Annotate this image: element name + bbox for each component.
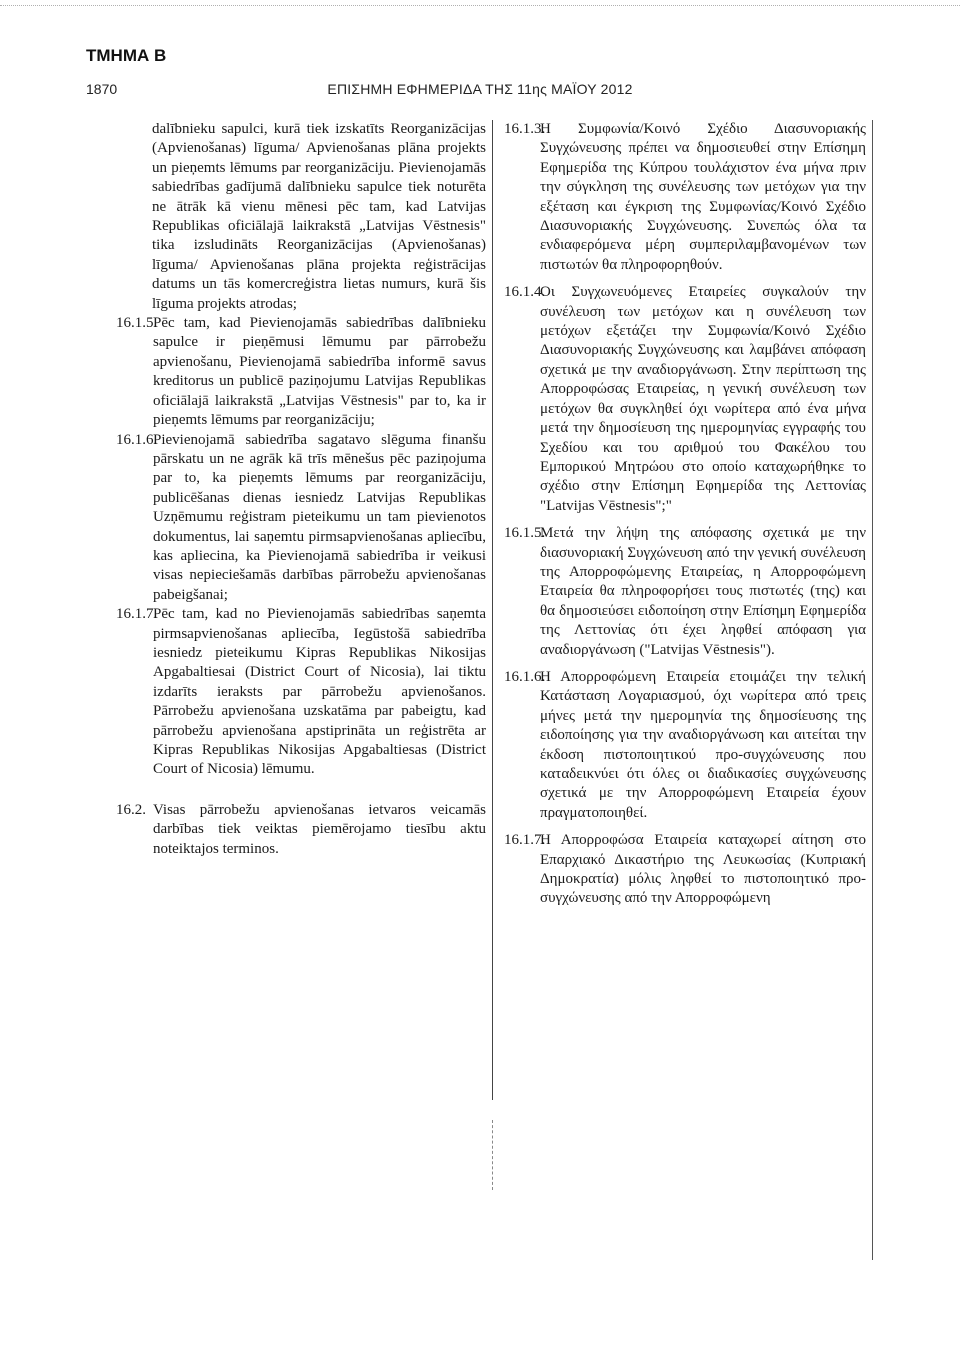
clause-text: Η Απορροφώμενη Εταιρεία ετοιμάζει την τελική Κατάσταση Λογαριασμού, όχι νωρίτερα από τρεις μήνες μετά την ημερομηνία της δημοσίευσης της ειδοποίησης για την αναδιοργάνωση και αιτείται την έκδοση πιστοποιητικού προ-συγχώνευσης που καταδεικνύει ότι όλες οι διαδικασίες συγχώνευσης σχετικά με την Απορροφώμενη Εταιρεία έχουν πραγματοποιηθεί. — [540, 668, 866, 821]
paragraph-continuation: dalībnieku sapulci, kurā tiek izskatīts Reorganizācijas (Apvienošanas) līguma/ Apvienošanas plāna projekts un pieņemts lēmums par reorganizāciju. Pievienojamās sabiedrības gadījumā dalībnieku sapulce tiek noturēta ne ātrāk kā vienu mēnesi pēc tam, kad Latvijas Republikas oficiālajā laikrakstā „Latvijas Vēstnesis" tika izsludināts Reorganizācijas (Apvienošanas) līguma/ Apvienošanas plāna projekta reģistrācijas datums un tās komercreģistra lietas numurs, kurā šis līguma projekts atrodas; — [152, 121, 486, 312]
latvian-column — [116, 120, 486, 859]
page-title: ΕΠΙΣΗΜΗ ΕΦΗΜΕΡΙΔΑ ΤΗΣ 11ης ΜΑΪΟΥ 2012 — [327, 81, 633, 97]
clause-number: 16.1.3. — [504, 121, 546, 137]
column-divider-lower — [492, 1120, 493, 1190]
clause-text: Visas pārrobežu apvienošanas ietvaros veicamās darbības tiek veiktas piemērojamo tiesību aktu noteiktajos terminos. — [153, 801, 486, 857]
clause-16-1-5-el — [504, 524, 866, 660]
clause-number: 16.1.7. — [116, 606, 158, 623]
clause-16-1-7-el — [504, 831, 866, 909]
clause-number: 16.1.6. — [504, 668, 546, 685]
clause-16-1-5-lv — [116, 314, 486, 430]
clause-16-1-6-lv — [116, 431, 486, 606]
clause-number: 16.2. — [116, 801, 146, 818]
page-number: 1870 — [86, 81, 118, 97]
clause-text: Η Συμφωνία/Κοινό Σχέδιο Διασυνοριακής Συγχώνευσης πρέπει να δημοσιευθεί στην Επίσημη Εφημερίδα της Κύπρου τουλάχιστον ένα μήνα πριν την σύγκληση της συνέλευσης των μετόχων για την εξέταση και έγκριση της Συμφωνίας/Κοινό Σχέδιο Διασυνοριακής Συγχώνευσης. Συνεπώς όλα τα ενδιαφερόμενα μέρη συμπεριλαμβανομένων των πιστωτών θα πληροφορηθούν. — [540, 121, 866, 273]
section-label: ΤΜΗΜΑ Β — [86, 46, 167, 65]
scan-top-edge — [0, 5, 960, 6]
clause-16-1-6-el — [504, 668, 866, 823]
clause-text: Η Απορροφώσα Εταιρεία καταχωρεί αίτηση στο Επαρχιακό Δικαστήριο της Λευκωσίας (Κυπριακή Δημοκρατία) μόλις ληφθεί το πιστοποιητικό προ-συγχώνευσης από την Απορροφώμενη — [540, 832, 866, 907]
clause-16-1-4-el — [504, 283, 866, 516]
right-margin-rule — [872, 120, 873, 1260]
clause-text: Pievienojamā sabiedrība sagatavo slēguma finanšu pārskatu un ne agrāk kā trīs mēnešus pēc paziņojuma par to, ka pieņemts lēmums par reorganizāciju, publicēšanas dienas iesniedz Latvijas Republikas Uzņēmumu reģistram pieteikumu un tam pievienotos dokumentus, lai saņemtu pirmsapvienošanas apliecību, kas apliecina, ka Pievienojamā sabiedrība ir veikusi visas nepieciešamās darbības pārrobežu apvienošanas pabeigšanai; — [153, 431, 486, 603]
clause-text: Pēc tam, kad Pievienojamās sabiedrības dalībnieku sapulce ir pieņēmusi lēmumu par pārrobežu apvienošanu, Pievienojamā sabiedrība informē savus kreditorus un publicē paziņojumu Latvijas Republikas oficiālajā laikrakstā „Latvijas Vēstnesis" par to, ka ir pieņemts lēmums par reorganizāciju; — [153, 315, 486, 429]
clause-16-2-lv — [116, 801, 486, 859]
clause-number: 16.1.4. — [504, 284, 546, 301]
clause-number: 16.1.7. — [504, 832, 546, 849]
clause-number: 16.1.5. — [504, 525, 546, 542]
clause-number: 16.1.5. — [116, 315, 158, 332]
clause-16-1-7-lv — [116, 605, 486, 780]
clause-16-1-3-el — [504, 120, 866, 275]
clause-text: Μετά την λήψη της απόφασης σχετικά με την διασυνοριακή Συγχώνευση από την γενική συνέλευση της Απορροφώμενης Εταιρείας, η Απορροφώμενη Εταιρεία θα πληροφορήσει τους πιστωτές (της) και θα δημοσιεύσει ειδοποίηση στην Επίσημη Εφημερίδα της Λεττονίας ότι έχει ληφθεί απόφαση για αναδιοργάνωση ("Latvijas Vēstnesis"). — [540, 525, 866, 658]
clause-number: 16.1.6. — [116, 431, 158, 448]
greek-column — [504, 120, 866, 909]
clause-text: Pēc tam, kad no Pievienojamās sabiedrības saņemta pirmsapvienošanas apliecība, Iegūstošā sabiedrība iesniedz pieteikumu Kipras Republikas Nikosijas Apgabaltiesai (District Court of Nicosia), lai tiktu izdarīts ieraksts par pārrobežu apvienošanos. Pārrobežu apvienošana uzskatāma par pabeigtu, kad pārrobežu apvienošana apstiprināta un reģistrēta ar Kipras Republikas Nikosijas Apgabaltiesas (District Court of Nicosia) lēmumu. — [153, 606, 486, 778]
clause-text: Οι Συγχωνευόμενες Εταιρείες συγκαλούν την συνέλευση των μετόχων και η συνέλευση των μετόχων εξετάζει την Συμφωνία/Κοινό Σχέδιο Διασυνοριακής Συγχώνευσης και λαμβάνει απόφαση σχετικά με την αναδιοργάνωση. Στην περίπτωση της Απορροφώσας Εταιρείας, η γενική συνέλευση των μετόχων θα συγκληθεί όχι νωρίτερα από ένα μήνα μετά την δημοσίευση της ημερομηνίας εγγραφής του Σχεδίου και του αριθμού του Φακέλου του Εμπορικού Μητρώου στο οποίο καταχωρήθηκε το σχέδιο στην Επίσημη Εφημερίδα της Λεττονίας "Latvijas Vēstnesis";" — [540, 284, 866, 514]
column-divider — [492, 120, 493, 1100]
